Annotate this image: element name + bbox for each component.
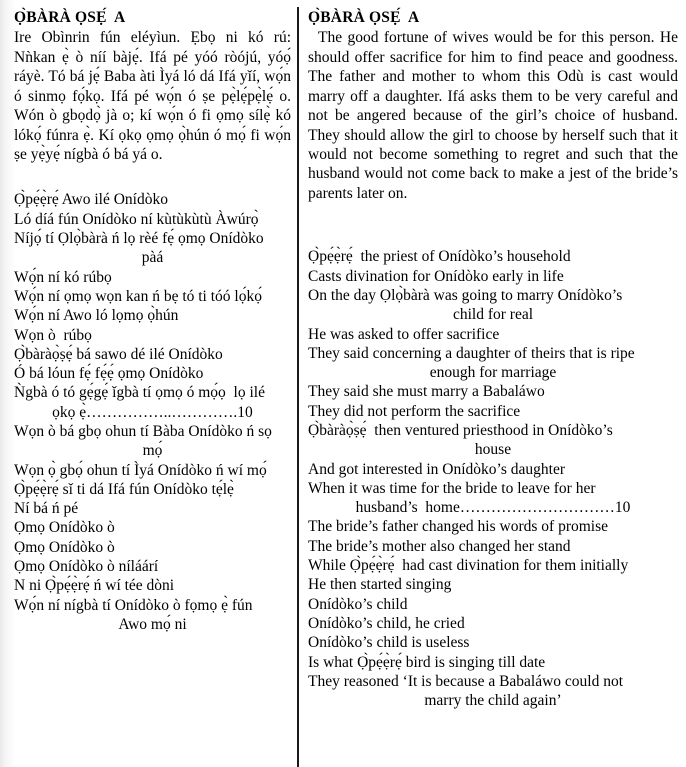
verse-line: And got interested in Onídòko’s daughter (308, 460, 565, 478)
verse-line: enough for marriage (429, 364, 557, 382)
verse-line: Ọ̀bàràọ̀ṣẹ́ bá sawo dé ilé Onídòko (14, 345, 223, 363)
left-column-verse-list (14, 190, 291, 634)
verse-line: Ọ̀pẹ́ẹ̀rẹ́ sǐ ti dá Ifá fún Onídòko tẹ́lẹ̀ (14, 480, 234, 498)
verse-line: On the day Ọlọ̀bàrà was going to marry Onídòko’s (308, 286, 623, 304)
right-column-heading: Ọ̀BÀRÀ ỌSẸ́ A (308, 9, 420, 26)
verse-line: They did not perform the sacrifice (308, 402, 521, 420)
verse-line: N ni Ọ̀pẹ́ẹ̀rẹ́ ń wí tée dòni (14, 577, 175, 595)
verse-line: mọ́ (142, 442, 163, 460)
verse-line: Wọ́n ní ọmọ wọn kan ń bẹ tó ti tóó lọ́kọ́ (14, 287, 262, 305)
verse-line: Onídòko’s child, he cried (308, 614, 465, 632)
verse-line: Níjọ́ tí Ọlọ̀bàrà ń lọ rèé fẹ́ ọmọ Onídòko (14, 230, 264, 248)
verse-line: Wọ́n ní Awo ló lọmọ ọ̀hún (14, 307, 179, 325)
verse-line: house (474, 441, 512, 459)
verse-line: Wọn ò bá gbọ ohun tí Bàba Onídòko ń sọ (14, 423, 272, 440)
verse-line: He was asked to offer sacrifice (308, 325, 500, 343)
verse-line: Wọ́n ní nígbà tí Onídòko ò fọmọ ẹ̀ fún (14, 596, 253, 614)
right-column-verse-list (308, 247, 678, 710)
right-column (299, 0, 686, 767)
verse-line: They said concerning a daughter of theirs that is ripe (308, 344, 635, 362)
verse-line: Ní bá ń pé (14, 500, 79, 518)
left-column-intro-paragraph: Ire Obìnrin fún eléyìun. Ẹbọ ni kó rú: Nǹkan ẹ̀ ò níí bàjẹ́. Ifá pé yóó ròójú, yóọ́ ráyè. Tó bá jẹ́ Baba àti Ìyá ló dá Ifá yǐí, wọ́n ó sinmọ fọ́kọ. Ifá pé wọ́n ó ṣe pẹ̀lẹ́pẹ̀lẹ́ o. Wón ò gbọdọ̀ jà o; kí wọ́n ó fi ọmọ sílẹ̀ kó lókọ́ fúnra ẹ̀. Kí ọkọ ọmọ ọ̀hún ó mọ́ fi wọ́n ṣe yẹ̀yẹ́ nígbà ó bá yá o. (14, 29, 291, 163)
verse-line: The bride’s father changed his words of promise (308, 518, 609, 536)
verse-line: Onídòko’s child is useless (308, 634, 470, 652)
verse-line: Ọmọ Onídòko ò (14, 538, 115, 556)
verse-line: Wọ́n ní kó rúbọ (14, 268, 112, 286)
verse-line: Is what Ọ̀pẹ́ẹ̀rẹ́ bird is singing till date (308, 653, 546, 671)
verse-line: Wọn ò rúbọ (14, 326, 92, 344)
right-column-intro-paragraph: The good fortune of wives would be for this person. He should offer sacrifice for him to find peace and goodness. The father and mother to whom this Odù is cast would marry off a daughter. Ifá asks them to be very careful and not be angered because of the girl’s choice of husband. They should allow the girl to choose by herself such that it would not become something to regret and such that the husband would not come back to make a jest of the bride’s parents later on. (308, 29, 678, 202)
verse-line: Ọ̀bàràọ̀ṣẹ́ then ventured priesthood in Onídòko’s (308, 421, 613, 439)
verse-line: husband’s home…………………………10 (355, 499, 631, 517)
verse-line: Ọmọ Onídòko ò níláárí (14, 558, 159, 576)
left-column-heading: Ọ̀BÀRÀ ỌSẸ́ A (14, 9, 126, 26)
verse-line: He then started singing (308, 576, 452, 594)
verse-line: Ọ̀pẹ́ẹ̀rẹ́ the priest of Onídòko’s household (308, 248, 571, 266)
verse-line: Awo mọ́ ni (118, 615, 187, 633)
verse-line: They said she must marry a Babaláwo (308, 383, 545, 401)
verse-line: Ǹgbà ó tó gẹ́gẹ́ ǐgbà tí ọmọ ó mọ́ọ lọ ilé (14, 384, 265, 402)
verse-line: Ó bá lóun fẹ́ fẹ́ẹ́ ọmọ Onídòko (14, 365, 204, 383)
verse-line: pàá (141, 249, 164, 267)
verse-line: marry the child again’ (424, 692, 562, 710)
verse-line: Onídòko’s child (308, 595, 408, 613)
verse-line: Ọmọ Onídòko ò (14, 519, 115, 537)
right-column-spacer (308, 203, 678, 247)
verse-line: The bride’s mother also changed her stand (308, 537, 571, 555)
left-column-spacer (14, 164, 291, 190)
verse-line: Wọn ọ̀ gbọ́ ohun tí Ìyá Onídòko ń wí mọ́ (14, 461, 267, 479)
verse-line: Ló díá fún Onídòko ní kùtùkùtù Àwúrọ̀ (14, 210, 259, 228)
verse-line: They reasoned ‘It is because a Babaláwo could not (308, 672, 624, 690)
verse-line: When it was time for the bride to leave for her (308, 479, 596, 497)
verse-line: While Ọ̀pẹ́ẹ̀rẹ́ had cast divination for them initially (308, 557, 629, 575)
left-column (0, 0, 297, 767)
verse-line: ọkọ ẹ̀……………..………….10 (52, 403, 253, 421)
verse-line: Casts divination for Onídòko early in life (308, 267, 564, 285)
verse-line: child for real (452, 306, 534, 324)
verse-line: Ọ̀pẹ́ẹ̀rẹ́ Awo ilé Onídòko (14, 191, 168, 209)
